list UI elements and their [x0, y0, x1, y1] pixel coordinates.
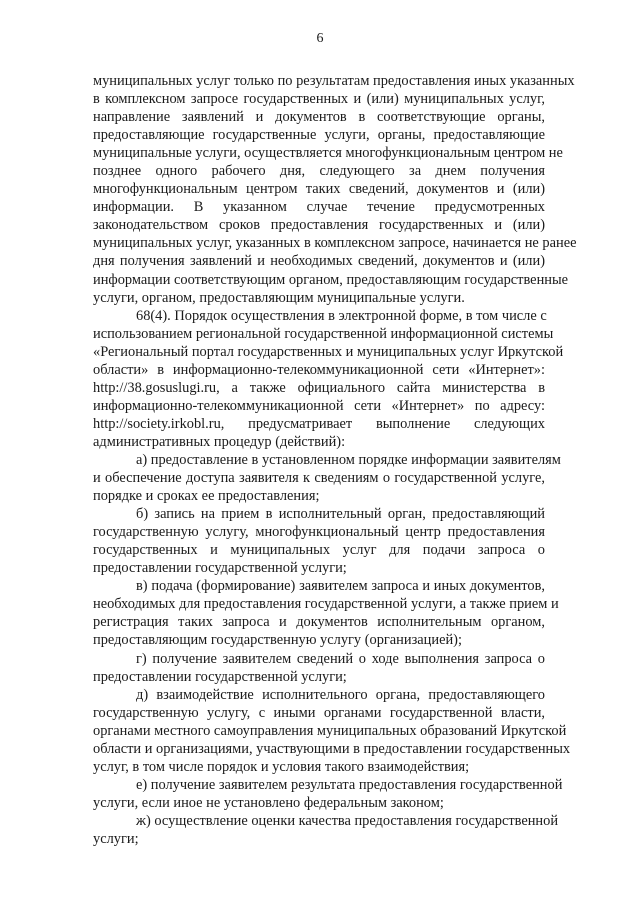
text-line: государственную услугу, с иными органами государственной власти, [93, 704, 545, 721]
text-line: информации соответствующим органом, предоставляющим государственные [93, 271, 569, 288]
text-line: информации. В указанном случае течение предусмотренных [93, 199, 545, 216]
text-line: государственную услугу, многофункциональный центр предоставления [93, 524, 545, 541]
text-line: муниципальных услуг, указанных в комплексном запросе, начинается не ранее [93, 235, 577, 252]
text-line: области и организациями, участвующими в предоставлении государственных [93, 740, 571, 757]
document-body [93, 72, 577, 848]
list-item-a: а) предоставление в установленном порядке информации заявителям [136, 451, 561, 468]
text-line: административных процедур (действий): [93, 433, 346, 450]
text-line: в комплексном запросе государственных и (или) муниципальных услуг, [93, 91, 545, 108]
text-line: дня получения заявлений и необходимых сведений, документов и (или) [93, 253, 545, 270]
text-line: «Региональный портал государственных и муниципальных услуг Иркутской [93, 343, 564, 360]
text-line: услуги, органом, предоставляющим муниципальные услуги. [93, 289, 465, 306]
list-item-v: в) подача (формирование) заявителем запроса и иных документов, [136, 578, 545, 595]
text-line: необходимых для предоставления государственной услуги, а также прием и [93, 596, 559, 613]
text-line: порядке и сроках ее предоставления; [93, 488, 320, 505]
text-line: предоставлении государственной услуги; [93, 668, 347, 685]
text-line: многофункциональным центром таких сведений, документов и (или) [93, 181, 545, 198]
text-line: регистрация таких запроса и документов исполнительным органом, [93, 614, 545, 631]
list-item-zh: ж) осуществление оценки качества предоставления государственной [136, 812, 559, 829]
text-line: услуг, в том числе порядок и условия такого взаимодействия; [93, 758, 470, 775]
text-line: законодательством сроков предоставления государственных и (или) [93, 217, 545, 234]
text-line: информационно-телекоммуникационной сети «Интернет» по адресу: [93, 397, 545, 414]
text-line: предоставляющим государственную услугу (организацией); [93, 632, 462, 649]
list-item-g: г) получение заявителем сведений о ходе выполнения запроса о [136, 650, 545, 667]
page-number: 6 [316, 31, 324, 46]
text-line: и обеспечение доступа заявителя к сведениям о государственной услуге, [93, 470, 545, 487]
text-line: услуги; [93, 830, 139, 847]
list-item-d: д) взаимодействие исполнительного органа, предоставляющего [136, 686, 545, 703]
text-line: http://38.gosuslugi.ru, а также официального сайта министерства в [93, 379, 545, 396]
text-line: предоставляющие государственные услуги, органы, предоставляющие [93, 127, 545, 144]
text-line: муниципальные услуги, осуществляется многофункциональным центром не [93, 145, 563, 162]
text-line: государственных и муниципальных услуг для подачи запроса о [93, 542, 545, 559]
text-line: направление заявлений и документов в соответствующие органы, [93, 109, 545, 126]
text-line: предоставлении государственной услуги; [93, 560, 347, 577]
list-item-e: е) получение заявителем результата предоставления государственной [136, 776, 563, 793]
text-line: использованием региональной государственной информационной системы [93, 325, 554, 342]
text-line: позднее одного рабочего дня, следующего за днем получения [93, 163, 545, 180]
list-item-b: б) запись на прием в исполнительный орган, предоставляющий [136, 506, 545, 523]
text-line: http://society.irkobl.ru, предусматривает выполнение следующих [93, 415, 545, 432]
paragraph-68-4-start: 68(4). Порядок осуществления в электронной форме, в том числе с [136, 307, 547, 324]
text-line: органами местного самоуправления муниципальных образований Иркутской [93, 722, 567, 739]
text-line: области» в информационно-телекоммуникационной сети «Интернет»: [93, 361, 545, 378]
text-line: услуги, если иное не установлено федеральным законом; [93, 794, 444, 811]
text-line: муниципальных услуг только по результатам предоставления иных указанных [93, 73, 575, 89]
